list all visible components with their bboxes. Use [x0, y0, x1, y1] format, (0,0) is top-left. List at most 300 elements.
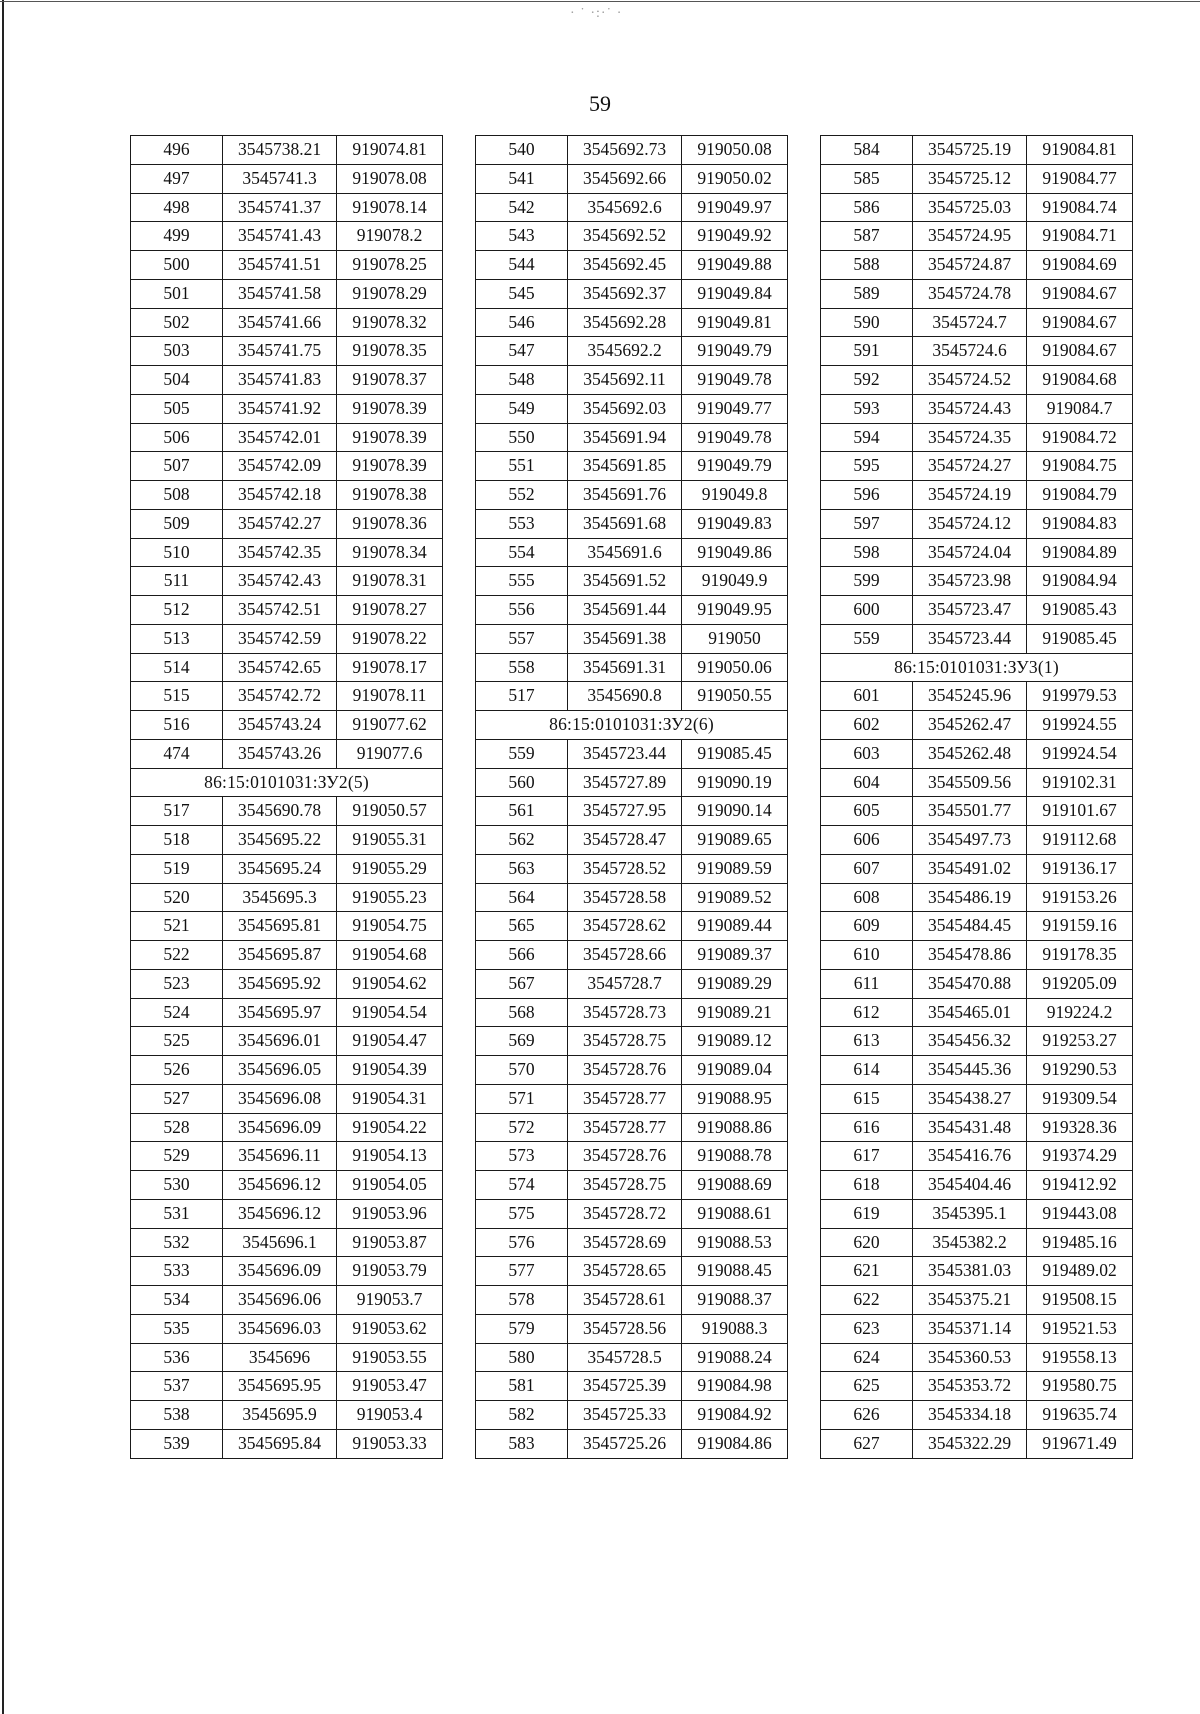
- y-coordinate-cell: 919050.55: [682, 682, 788, 711]
- point-number-cell: 570: [476, 1056, 568, 1085]
- table-row: [131, 653, 443, 682]
- y-coordinate-cell: 919078.29: [337, 279, 443, 308]
- point-number-cell: 611: [821, 969, 913, 998]
- point-number-cell: 603: [821, 739, 913, 768]
- x-coordinate-cell: 3545695.81: [223, 912, 337, 941]
- x-coordinate-cell: 3545491.02: [913, 854, 1027, 883]
- table-row: [476, 1171, 788, 1200]
- table-row: [131, 912, 443, 941]
- x-coordinate-cell: 3545695.95: [223, 1372, 337, 1401]
- y-coordinate-cell: 919089.04: [682, 1056, 788, 1085]
- x-coordinate-cell: 3545695.22: [223, 826, 337, 855]
- point-number-cell: 547: [476, 337, 568, 366]
- table-row: [476, 394, 788, 423]
- table-row: [131, 739, 443, 768]
- point-number-cell: 576: [476, 1228, 568, 1257]
- table-row: [821, 1429, 1133, 1458]
- point-number-cell: 622: [821, 1286, 913, 1315]
- point-number-cell: 599: [821, 567, 913, 596]
- point-number-cell: 534: [131, 1286, 223, 1315]
- y-coordinate-cell: 919084.89: [1027, 538, 1133, 567]
- point-number-cell: 605: [821, 797, 913, 826]
- point-number-cell: 525: [131, 1027, 223, 1056]
- point-number-cell: 567: [476, 969, 568, 998]
- parcel-section-header: 86:15:0101031:ЗУ2(5): [131, 768, 443, 797]
- table-row: [821, 883, 1133, 912]
- y-coordinate-cell: 919054.75: [337, 912, 443, 941]
- x-coordinate-cell: 3545486.19: [913, 883, 1027, 912]
- point-number-cell: 522: [131, 941, 223, 970]
- x-coordinate-cell: 3545743.24: [223, 711, 337, 740]
- point-number-cell: 620: [821, 1228, 913, 1257]
- point-number-cell: 589: [821, 279, 913, 308]
- point-number-cell: 613: [821, 1027, 913, 1056]
- table-row: [131, 1286, 443, 1315]
- point-number-cell: 521: [131, 912, 223, 941]
- point-number-cell: 606: [821, 826, 913, 855]
- y-coordinate-cell: 919049.81: [682, 308, 788, 337]
- y-coordinate-cell: 919077.62: [337, 711, 443, 740]
- y-coordinate-cell: 919089.29: [682, 969, 788, 998]
- point-number-cell: 510: [131, 538, 223, 567]
- x-coordinate-cell: 3545728.76: [568, 1056, 682, 1085]
- y-coordinate-cell: 919084.67: [1027, 308, 1133, 337]
- table-row: [821, 222, 1133, 251]
- point-number-cell: 550: [476, 423, 568, 452]
- point-number-cell: 545: [476, 279, 568, 308]
- x-coordinate-cell: 3545691.44: [568, 596, 682, 625]
- y-coordinate-cell: 919090.19: [682, 768, 788, 797]
- y-coordinate-cell: 919078.25: [337, 251, 443, 280]
- x-coordinate-cell: 3545742.43: [223, 567, 337, 596]
- y-coordinate-cell: 919050: [682, 624, 788, 653]
- point-number-cell: 578: [476, 1286, 568, 1315]
- y-coordinate-cell: 919078.27: [337, 596, 443, 625]
- x-coordinate-cell: 3545741.92: [223, 394, 337, 423]
- x-coordinate-cell: 3545742.01: [223, 423, 337, 452]
- point-number-cell: 519: [131, 854, 223, 883]
- point-number-cell: 531: [131, 1199, 223, 1228]
- table-row: [821, 624, 1133, 653]
- y-coordinate-cell: 919049.84: [682, 279, 788, 308]
- point-number-cell: 552: [476, 481, 568, 510]
- point-number-cell: 571: [476, 1084, 568, 1113]
- y-coordinate-cell: 919054.05: [337, 1171, 443, 1200]
- y-coordinate-cell: 919089.37: [682, 941, 788, 970]
- table-row: [821, 164, 1133, 193]
- x-coordinate-cell: 3545691.6: [568, 538, 682, 567]
- x-coordinate-cell: 3545724.27: [913, 452, 1027, 481]
- y-coordinate-cell: 919078.2: [337, 222, 443, 251]
- x-coordinate-cell: 3545431.48: [913, 1113, 1027, 1142]
- x-coordinate-cell: 3545692.66: [568, 164, 682, 193]
- y-coordinate-cell: 919084.67: [1027, 337, 1133, 366]
- y-coordinate-cell: 919084.75: [1027, 452, 1133, 481]
- table-row: [476, 826, 788, 855]
- point-number-cell: 554: [476, 538, 568, 567]
- x-coordinate-cell: 3545728.66: [568, 941, 682, 970]
- scan-top-edge: [0, 1, 1200, 2]
- point-number-cell: 575: [476, 1199, 568, 1228]
- x-coordinate-cell: 3545727.89: [568, 768, 682, 797]
- x-coordinate-cell: 3545728.52: [568, 854, 682, 883]
- x-coordinate-cell: 3545375.21: [913, 1286, 1027, 1315]
- y-coordinate-cell: 919089.65: [682, 826, 788, 855]
- x-coordinate-cell: 3545501.77: [913, 797, 1027, 826]
- table-row: [476, 1401, 788, 1430]
- x-coordinate-cell: 3545723.47: [913, 596, 1027, 625]
- point-number-cell: 503: [131, 337, 223, 366]
- x-coordinate-cell: 3545438.27: [913, 1084, 1027, 1113]
- y-coordinate-cell: 919055.29: [337, 854, 443, 883]
- table-row: [821, 941, 1133, 970]
- x-coordinate-cell: 3545723.98: [913, 567, 1027, 596]
- y-coordinate-cell: 919101.67: [1027, 797, 1133, 826]
- x-coordinate-cell: 3545691.85: [568, 452, 682, 481]
- table-row: [821, 826, 1133, 855]
- y-coordinate-cell: 919053.79: [337, 1257, 443, 1286]
- parcel-section-header: 86:15:0101031:ЗУ2(6): [476, 711, 788, 740]
- y-coordinate-cell: 919508.15: [1027, 1286, 1133, 1315]
- table-row: [476, 423, 788, 452]
- parcel-section-header: 86:15:0101031:ЗУ3(1): [821, 653, 1133, 682]
- x-coordinate-cell: 3545724.7: [913, 308, 1027, 337]
- y-coordinate-cell: 919049.79: [682, 452, 788, 481]
- x-coordinate-cell: 3545742.59: [223, 624, 337, 653]
- point-number-cell: 557: [476, 624, 568, 653]
- table-row: [821, 1257, 1133, 1286]
- table-row: [131, 969, 443, 998]
- y-coordinate-cell: 919084.79: [1027, 481, 1133, 510]
- y-coordinate-cell: 919089.12: [682, 1027, 788, 1056]
- point-number-cell: 610: [821, 941, 913, 970]
- table-row: [476, 653, 788, 682]
- table-row: [476, 941, 788, 970]
- x-coordinate-cell: 3545334.18: [913, 1401, 1027, 1430]
- y-coordinate-cell: 919050.06: [682, 653, 788, 682]
- table-row: [131, 308, 443, 337]
- y-coordinate-cell: 919078.39: [337, 423, 443, 452]
- x-coordinate-cell: 3545692.2: [568, 337, 682, 366]
- point-number-cell: 587: [821, 222, 913, 251]
- y-coordinate-cell: 919049.95: [682, 596, 788, 625]
- y-coordinate-cell: 919085.43: [1027, 596, 1133, 625]
- y-coordinate-cell: 919049.86: [682, 538, 788, 567]
- x-coordinate-cell: 3545725.12: [913, 164, 1027, 193]
- table-row: [476, 222, 788, 251]
- table-row: [821, 481, 1133, 510]
- y-coordinate-cell: 919078.08: [337, 164, 443, 193]
- y-coordinate-cell: 919088.78: [682, 1142, 788, 1171]
- point-number-cell: 540: [476, 136, 568, 165]
- x-coordinate-cell: 3545728.75: [568, 1027, 682, 1056]
- point-number-cell: 555: [476, 567, 568, 596]
- x-coordinate-cell: 3545741.51: [223, 251, 337, 280]
- x-coordinate-cell: 3545724.43: [913, 394, 1027, 423]
- y-coordinate-cell: 919049.92: [682, 222, 788, 251]
- point-number-cell: 595: [821, 452, 913, 481]
- table-row: [131, 1027, 443, 1056]
- y-coordinate-cell: 919078.36: [337, 509, 443, 538]
- x-coordinate-cell: 3545696.09: [223, 1113, 337, 1142]
- table-row: [476, 624, 788, 653]
- point-number-cell: 592: [821, 366, 913, 395]
- x-coordinate-cell: 3545728.77: [568, 1113, 682, 1142]
- x-coordinate-cell: 3545728.5: [568, 1343, 682, 1372]
- table-row: [476, 854, 788, 883]
- table-row: [131, 624, 443, 653]
- x-coordinate-cell: 3545371.14: [913, 1314, 1027, 1343]
- point-number-cell: 607: [821, 854, 913, 883]
- y-coordinate-cell: 919089.52: [682, 883, 788, 912]
- point-number-cell: 590: [821, 308, 913, 337]
- y-coordinate-cell: 919084.94: [1027, 567, 1133, 596]
- x-coordinate-cell: 3545395.1: [913, 1199, 1027, 1228]
- point-number-cell: 507: [131, 452, 223, 481]
- x-coordinate-cell: 3545695.87: [223, 941, 337, 970]
- x-coordinate-cell: 3545690.78: [223, 797, 337, 826]
- y-coordinate-cell: 919084.92: [682, 1401, 788, 1430]
- table-row: [131, 567, 443, 596]
- x-coordinate-cell: 3545692.03: [568, 394, 682, 423]
- x-coordinate-cell: 3545724.04: [913, 538, 1027, 567]
- point-number-cell: 591: [821, 337, 913, 366]
- point-number-cell: 616: [821, 1113, 913, 1142]
- table-row: [821, 1027, 1133, 1056]
- point-number-cell: 585: [821, 164, 913, 193]
- y-coordinate-cell: 919084.86: [682, 1429, 788, 1458]
- point-number-cell: 504: [131, 366, 223, 395]
- y-coordinate-cell: 919979.53: [1027, 682, 1133, 711]
- x-coordinate-cell: 3545695.92: [223, 969, 337, 998]
- y-coordinate-cell: 919078.39: [337, 452, 443, 481]
- table-row: [476, 279, 788, 308]
- table-row: [821, 1401, 1133, 1430]
- table-row: [131, 337, 443, 366]
- y-coordinate-cell: 919053.33: [337, 1429, 443, 1458]
- x-coordinate-cell: 3545696.06: [223, 1286, 337, 1315]
- scan-left-edge: [2, 0, 4, 1714]
- table-row: [131, 394, 443, 423]
- point-number-cell: 598: [821, 538, 913, 567]
- table-row: [131, 1314, 443, 1343]
- point-number-cell: 548: [476, 366, 568, 395]
- x-coordinate-cell: 3545728.62: [568, 912, 682, 941]
- table-row: [476, 1429, 788, 1458]
- x-coordinate-cell: 3545691.52: [568, 567, 682, 596]
- table-row: [476, 682, 788, 711]
- x-coordinate-cell: 3545725.19: [913, 136, 1027, 165]
- point-number-cell: 574: [476, 1171, 568, 1200]
- x-coordinate-cell: 3545742.27: [223, 509, 337, 538]
- point-number-cell: 515: [131, 682, 223, 711]
- table-row: [131, 1171, 443, 1200]
- table-row: [131, 1228, 443, 1257]
- point-number-cell: 559: [821, 624, 913, 653]
- table-row: [821, 854, 1133, 883]
- table-row: [131, 941, 443, 970]
- point-number-cell: 539: [131, 1429, 223, 1458]
- table-row: [476, 481, 788, 510]
- table-row: [476, 1113, 788, 1142]
- y-coordinate-cell: 919580.75: [1027, 1372, 1133, 1401]
- table-row: [131, 164, 443, 193]
- table-row: [476, 1286, 788, 1315]
- x-coordinate-cell: 3545724.52: [913, 366, 1027, 395]
- x-coordinate-cell: 3545322.29: [913, 1429, 1027, 1458]
- table-row: [476, 998, 788, 1027]
- x-coordinate-cell: 3545470.88: [913, 969, 1027, 998]
- point-number-cell: 604: [821, 768, 913, 797]
- point-number-cell: 505: [131, 394, 223, 423]
- point-number-cell: 602: [821, 711, 913, 740]
- y-coordinate-cell: 919485.16: [1027, 1228, 1133, 1257]
- table-row: [131, 452, 443, 481]
- y-coordinate-cell: 919084.98: [682, 1372, 788, 1401]
- table-row: [821, 538, 1133, 567]
- point-number-cell: 474: [131, 739, 223, 768]
- table-row: [476, 739, 788, 768]
- y-coordinate-cell: 919078.17: [337, 653, 443, 682]
- table-row: [821, 912, 1133, 941]
- y-coordinate-cell: 919224.2: [1027, 998, 1133, 1027]
- y-coordinate-cell: 919088.69: [682, 1171, 788, 1200]
- y-coordinate-cell: 919077.6: [337, 739, 443, 768]
- y-coordinate-cell: 919078.14: [337, 193, 443, 222]
- y-coordinate-cell: 919489.02: [1027, 1257, 1133, 1286]
- table-row: [821, 308, 1133, 337]
- x-coordinate-cell: 3545497.73: [913, 826, 1027, 855]
- y-coordinate-cell: 919159.16: [1027, 912, 1133, 941]
- table-row: [476, 308, 788, 337]
- point-number-cell: 512: [131, 596, 223, 625]
- table-row: [131, 826, 443, 855]
- point-number-cell: 523: [131, 969, 223, 998]
- table-row: [821, 567, 1133, 596]
- x-coordinate-cell: 3545696.05: [223, 1056, 337, 1085]
- table-row: [476, 768, 788, 797]
- y-coordinate-cell: 919053.4: [337, 1401, 443, 1430]
- y-coordinate-cell: 919054.13: [337, 1142, 443, 1171]
- point-number-cell: 517: [131, 797, 223, 826]
- x-coordinate-cell: 3545695.24: [223, 854, 337, 883]
- point-number-cell: 543: [476, 222, 568, 251]
- table-row: [476, 337, 788, 366]
- x-coordinate-cell: 3545728.56: [568, 1314, 682, 1343]
- y-coordinate-cell: 919053.62: [337, 1314, 443, 1343]
- x-coordinate-cell: 3545692.11: [568, 366, 682, 395]
- point-number-cell: 558: [476, 653, 568, 682]
- x-coordinate-cell: 3545724.35: [913, 423, 1027, 452]
- point-number-cell: 524: [131, 998, 223, 1027]
- table-row: [476, 1257, 788, 1286]
- table-row: [821, 1142, 1133, 1171]
- y-coordinate-cell: 919050.02: [682, 164, 788, 193]
- y-coordinate-cell: 919443.08: [1027, 1199, 1133, 1228]
- x-coordinate-cell: 3545690.8: [568, 682, 682, 711]
- point-number-cell: 560: [476, 768, 568, 797]
- point-number-cell: 501: [131, 279, 223, 308]
- x-coordinate-cell: 3545478.86: [913, 941, 1027, 970]
- table-row: [476, 251, 788, 280]
- x-coordinate-cell: 3545456.32: [913, 1027, 1027, 1056]
- x-coordinate-cell: 3545696.1: [223, 1228, 337, 1257]
- point-number-cell: 537: [131, 1372, 223, 1401]
- x-coordinate-cell: 3545245.96: [913, 682, 1027, 711]
- x-coordinate-cell: 3545696.12: [223, 1199, 337, 1228]
- point-number-cell: 518: [131, 826, 223, 855]
- table-row: [131, 854, 443, 883]
- table-row: [131, 423, 443, 452]
- point-number-cell: 579: [476, 1314, 568, 1343]
- table-row: [131, 1343, 443, 1372]
- point-number-cell: 609: [821, 912, 913, 941]
- point-number-cell: 541: [476, 164, 568, 193]
- point-number-cell: 596: [821, 481, 913, 510]
- y-coordinate-cell: 919412.92: [1027, 1171, 1133, 1200]
- table-row: [131, 711, 443, 740]
- y-coordinate-cell: 919084.69: [1027, 251, 1133, 280]
- point-number-cell: 526: [131, 1056, 223, 1085]
- x-coordinate-cell: 3545741.37: [223, 193, 337, 222]
- table-row: [476, 1372, 788, 1401]
- point-number-cell: 498: [131, 193, 223, 222]
- y-coordinate-cell: 919084.7: [1027, 394, 1133, 423]
- table-row: [821, 337, 1133, 366]
- x-coordinate-cell: 3545725.03: [913, 193, 1027, 222]
- x-coordinate-cell: 3545509.56: [913, 768, 1027, 797]
- x-coordinate-cell: 3545728.75: [568, 1171, 682, 1200]
- table-row: [131, 1429, 443, 1458]
- table-row: [476, 912, 788, 941]
- y-coordinate-cell: 919084.72: [1027, 423, 1133, 452]
- x-coordinate-cell: 3545262.48: [913, 739, 1027, 768]
- y-coordinate-cell: 919049.78: [682, 366, 788, 395]
- point-number-cell: 619: [821, 1199, 913, 1228]
- y-coordinate-cell: 919053.7: [337, 1286, 443, 1315]
- point-number-cell: 532: [131, 1228, 223, 1257]
- x-coordinate-cell: 3545691.76: [568, 481, 682, 510]
- x-coordinate-cell: 3545728.47: [568, 826, 682, 855]
- point-number-cell: 565: [476, 912, 568, 941]
- point-number-cell: 612: [821, 998, 913, 1027]
- x-coordinate-cell: 3545741.83: [223, 366, 337, 395]
- x-coordinate-cell: 3545691.68: [568, 509, 682, 538]
- y-coordinate-cell: 919078.34: [337, 538, 443, 567]
- y-coordinate-cell: 919078.37: [337, 366, 443, 395]
- point-number-cell: 542: [476, 193, 568, 222]
- x-coordinate-cell: 3545728.76: [568, 1142, 682, 1171]
- table-row: [476, 136, 788, 165]
- y-coordinate-cell: 919205.09: [1027, 969, 1133, 998]
- x-coordinate-cell: 3545692.6: [568, 193, 682, 222]
- x-coordinate-cell: 3545445.36: [913, 1056, 1027, 1085]
- table-row: [131, 222, 443, 251]
- x-coordinate-cell: 3545728.73: [568, 998, 682, 1027]
- y-coordinate-cell: 919088.86: [682, 1113, 788, 1142]
- point-number-cell: 561: [476, 797, 568, 826]
- y-coordinate-cell: 919054.68: [337, 941, 443, 970]
- x-coordinate-cell: 3545725.39: [568, 1372, 682, 1401]
- y-coordinate-cell: 919309.54: [1027, 1084, 1133, 1113]
- section-header-row: [476, 711, 788, 740]
- y-coordinate-cell: 919049.83: [682, 509, 788, 538]
- y-coordinate-cell: 919178.35: [1027, 941, 1133, 970]
- table-row: [821, 1372, 1133, 1401]
- table-row: [821, 193, 1133, 222]
- point-number-cell: 509: [131, 509, 223, 538]
- x-coordinate-cell: 3545738.21: [223, 136, 337, 165]
